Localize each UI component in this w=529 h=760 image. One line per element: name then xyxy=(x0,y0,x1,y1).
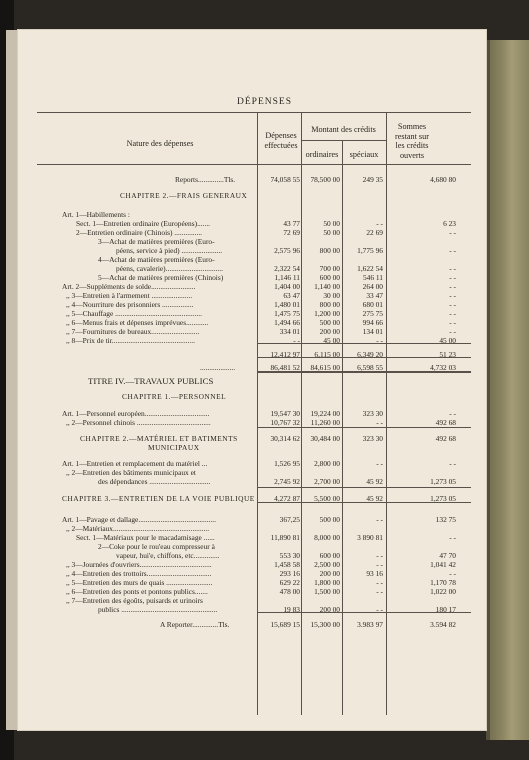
row-value: 1,500 00 xyxy=(314,587,340,596)
row-value: 4,732 03 xyxy=(430,363,456,372)
row-value: - - xyxy=(376,587,383,596)
row-value: - - xyxy=(376,560,383,569)
row-value: 629 22 xyxy=(279,578,300,587)
row-value: - - xyxy=(376,551,383,560)
row-value: 1,458 58 xyxy=(274,560,300,569)
row-value: 2,322 54 xyxy=(274,264,300,273)
row-label: 3—Achat de matières premières (Euro- xyxy=(98,237,215,246)
row-label: 2—Entretien ordinaire (Chinois) ............... xyxy=(76,228,203,237)
column-header-ordinaires: ordinaires xyxy=(305,150,339,159)
row-label: CHAPITRE 1.—PERSONNEL xyxy=(122,392,227,401)
row-value: 1,273 05 xyxy=(430,494,456,503)
row-value: 72 69 xyxy=(283,228,300,237)
row-value: 553 30 xyxy=(279,551,300,560)
row-label: ,, 5—Entretien des murs de quais ......................... xyxy=(66,578,213,587)
row-value: 19,547 30 xyxy=(270,409,300,418)
row-value: 994 66 xyxy=(362,318,383,327)
row-value: - - xyxy=(376,459,383,468)
row-value: - - xyxy=(376,515,383,524)
row-value: 600 00 xyxy=(319,273,340,282)
table-row xyxy=(0,362,529,373)
row-value: 492 68 xyxy=(435,418,456,427)
row-label: ,, 7—Entretien des égoûts, puisards et urinoirs xyxy=(66,596,203,605)
row-value: 6,598 55 xyxy=(357,363,383,372)
row-value: 15,689 15 xyxy=(270,620,300,629)
row-value: 2,745 92 xyxy=(274,477,300,486)
row-label: 2—Coke pour le rou'eau compresseur à xyxy=(98,542,215,551)
row-value: - - xyxy=(293,336,300,345)
row-label: TITRE IV.—TRAVAUX PUBLICS xyxy=(88,376,214,386)
row-value: - - xyxy=(449,273,456,282)
row-value: - - xyxy=(449,291,456,300)
row-label: Art. 1—Entretien et remplacement du matériel ... xyxy=(62,459,208,468)
row-value: 132 75 xyxy=(435,515,456,524)
row-label: 5—Achat de matières premières (Chinois) xyxy=(98,273,224,282)
row-value: 134 01 xyxy=(362,327,383,336)
row-value: 367,25 xyxy=(279,515,300,524)
row-value: 12,412 97 xyxy=(270,350,300,359)
row-value: 500 00 xyxy=(319,515,340,524)
row-value: 30,484 00 xyxy=(310,434,340,443)
row-value: 45 92 xyxy=(366,494,383,503)
table-row xyxy=(0,190,529,201)
row-value: 249 35 xyxy=(362,175,383,184)
row-value: - - xyxy=(449,300,456,309)
row-value: 47 70 xyxy=(439,551,456,560)
book-cover-edge xyxy=(486,40,529,740)
row-label: ,, 2—Entretien des bâtiments municipaux et xyxy=(66,468,196,477)
row-value: 2,800 00 xyxy=(314,459,340,468)
row-label: ,, 2—Matériaux.................................................... xyxy=(66,524,210,533)
row-label: ,, 3—Journées d'ouvriers....................................... xyxy=(66,560,212,569)
row-value: - - xyxy=(449,409,456,418)
row-label: Sect. 1—Entretien ordinaire (Européens)....... xyxy=(76,219,211,228)
row-label: CHAPITRE 2.—MATÉRIEL ET BATIMENTS xyxy=(80,434,238,443)
row-label: Art. 1—Pavage et dallage.......................................... xyxy=(62,515,216,524)
row-value: 1,273 05 xyxy=(430,477,456,486)
row-value: 800 00 xyxy=(319,300,340,309)
table-row xyxy=(0,376,529,387)
row-value: - - xyxy=(449,459,456,468)
table-row xyxy=(0,476,529,487)
row-value: 45 92 xyxy=(366,477,383,486)
subtotal-rule xyxy=(257,487,471,488)
row-value: 86,481 52 xyxy=(270,363,300,372)
table-row xyxy=(0,349,529,360)
row-value: 1,140 00 xyxy=(314,282,340,291)
row-value: 1,475 75 xyxy=(274,309,300,318)
header-rule xyxy=(37,112,471,113)
column-header-montant: Montant des crédits xyxy=(311,125,376,134)
row-label: ,, 6—Entretien des ponts et pontons publics....... xyxy=(66,587,208,596)
row-label: Sect. 1—Matériaux pour le macadamisage ...... xyxy=(76,533,215,542)
row-value: 500 00 xyxy=(319,318,340,327)
row-label: CHAPITRE 3.—ENTRETIEN DE LA VOIE PUBLIQUE xyxy=(62,494,255,503)
row-value: 1,170 78 xyxy=(430,578,456,587)
row-value: 63 47 xyxy=(283,291,300,300)
row-value: 1,775 96 xyxy=(357,246,383,255)
row-value: - - xyxy=(449,533,456,542)
row-value: - - xyxy=(376,219,383,228)
row-value: 3.983 97 xyxy=(357,620,383,629)
table-row xyxy=(0,335,529,346)
row-value: 50 00 xyxy=(323,228,340,237)
row-value: 680 01 xyxy=(362,300,383,309)
row-value: - - xyxy=(376,578,383,587)
column-header-speciaux: spéciaux xyxy=(349,150,379,159)
row-value: 1,800 00 xyxy=(314,578,340,587)
row-value: - - xyxy=(449,327,456,336)
table-row xyxy=(0,417,529,428)
row-value: 4,680 80 xyxy=(430,175,456,184)
row-value: 33 47 xyxy=(366,291,383,300)
row-label: péens, service à pied) ...................... xyxy=(116,246,223,255)
row-label: ,, 5—Chauffage ............................................... xyxy=(66,309,202,318)
row-value: 1,622 54 xyxy=(357,264,383,273)
row-value: - - xyxy=(449,569,456,578)
row-value: 51 23 xyxy=(439,350,456,359)
row-label: ,, 3—Entretien à l'armement ...................... xyxy=(66,291,193,300)
table-row xyxy=(0,604,529,615)
table-row xyxy=(0,442,529,453)
row-value: - - xyxy=(449,228,456,237)
header-bottom-rule xyxy=(37,164,471,165)
row-value: 1,404 00 xyxy=(274,282,300,291)
row-value: 200 00 xyxy=(319,569,340,578)
row-label: A Reporter..............Tls. xyxy=(160,620,230,629)
row-value: 700 00 xyxy=(319,264,340,273)
row-value: 30 00 xyxy=(323,291,340,300)
row-value: 2,575 96 xyxy=(274,246,300,255)
row-value: - - xyxy=(376,605,383,614)
row-value: 1,494 66 xyxy=(274,318,300,327)
row-value: 11,260 00 xyxy=(310,418,340,427)
row-value: - - xyxy=(449,282,456,291)
row-value: 334 01 xyxy=(279,327,300,336)
row-value: 323 30 xyxy=(362,409,383,418)
row-value: - - xyxy=(449,309,456,318)
row-label: 4—Achat de matières premières (Euro- xyxy=(98,255,215,264)
row-value: 50 00 xyxy=(323,219,340,228)
row-value: 6 23 xyxy=(443,219,456,228)
row-value: 3 890 81 xyxy=(357,533,383,542)
row-label: ,, 6—Menus frais et dépenses imprévues............ xyxy=(66,318,209,327)
table-row xyxy=(0,493,529,504)
row-label: ,, 7—Fournitures de bureaux.......................... xyxy=(66,327,200,336)
row-label: Art. 2—Suppléments de solde........................ xyxy=(62,282,196,291)
row-value: 74,058 55 xyxy=(270,175,300,184)
row-label: ................... xyxy=(200,363,236,372)
table-row xyxy=(0,174,529,185)
row-value: 6,115 00 xyxy=(314,350,340,359)
row-label: ,, 8—Prix de tir............................................. xyxy=(66,336,195,345)
table-row xyxy=(0,391,529,402)
row-value: 3.594 82 xyxy=(430,620,456,629)
row-value: 264 00 xyxy=(362,282,383,291)
row-value: - - xyxy=(449,246,456,255)
row-value: 800 00 xyxy=(319,246,340,255)
row-label: péens, cavalerie)............................... xyxy=(116,264,223,273)
montant-subrule xyxy=(301,140,386,141)
row-label: ,, 4—Nourriture des prisonniers ................. xyxy=(66,300,194,309)
row-value: 22 69 xyxy=(366,228,383,237)
row-value: 8,000 00 xyxy=(314,533,340,542)
row-value: 293 16 xyxy=(279,569,300,578)
row-label: vapeur, hui'e, chiffons, etc.............. xyxy=(116,551,220,560)
row-value: 275 75 xyxy=(362,309,383,318)
row-label: Reports..............Tls. xyxy=(175,175,236,184)
row-value: 492 68 xyxy=(435,434,456,443)
row-value: 1,480 01 xyxy=(274,300,300,309)
row-value: 11,890 81 xyxy=(270,533,300,542)
row-value: 1,526 95 xyxy=(274,459,300,468)
row-label: ,, 4—Entretien des trottoirs................................... xyxy=(66,569,212,578)
row-value: 6,349 20 xyxy=(357,350,383,359)
row-value: 84,615 00 xyxy=(310,363,340,372)
row-value: 2,700 00 xyxy=(314,477,340,486)
column-header-nature: Nature des dépenses xyxy=(126,139,194,148)
row-label: MUNICIPAUX xyxy=(148,443,200,452)
row-value: - - xyxy=(449,318,456,327)
row-value: 1,022 00 xyxy=(430,587,456,596)
row-value: 546 11 xyxy=(362,273,383,282)
row-value: 600 00 xyxy=(319,551,340,560)
row-label: ,, 2—Personnel chinois ........................................ xyxy=(66,418,211,427)
row-value: - - xyxy=(376,336,383,345)
row-value: 2,500 00 xyxy=(314,560,340,569)
row-value: 93 16 xyxy=(366,569,383,578)
row-value: - - xyxy=(449,264,456,273)
column-header-effectuees: Dépenses effectuées xyxy=(264,131,298,150)
row-value: 4,272 87 xyxy=(274,494,300,503)
row-value: 45 00 xyxy=(439,336,456,345)
row-value: 1,146 11 xyxy=(274,273,300,282)
row-value: 10,767 32 xyxy=(270,418,300,427)
page-header: DÉPENSES xyxy=(237,97,292,107)
row-label: Art. 1—Personnel européen................................... xyxy=(62,409,210,418)
row-value: 478 00 xyxy=(279,587,300,596)
row-value: 1,200 00 xyxy=(314,309,340,318)
table-row xyxy=(0,619,529,630)
row-value: 15,300 00 xyxy=(310,620,340,629)
row-label: CHAPITRE 2.—FRAIS GENERAUX xyxy=(120,191,248,200)
row-value: 30,314 62 xyxy=(270,434,300,443)
row-value: 45 00 xyxy=(323,336,340,345)
row-label: Art. 1—Habillements : xyxy=(62,210,130,219)
row-value: 200 00 xyxy=(319,605,340,614)
row-value: 19,224 00 xyxy=(310,409,340,418)
row-value: 5,500 00 xyxy=(314,494,340,503)
row-value: - - xyxy=(376,418,383,427)
column-header-sommes: Sommes restant sur les crédits ouverts xyxy=(395,122,429,160)
row-label: des dépendances ................................. xyxy=(98,477,211,486)
row-value: 323 30 xyxy=(362,434,383,443)
row-value: 19 83 xyxy=(283,605,300,614)
row-value: 1,041 42 xyxy=(430,560,456,569)
row-value: 78,500 00 xyxy=(310,175,340,184)
row-value: 200 00 xyxy=(319,327,340,336)
row-value: 180 17 xyxy=(435,605,456,614)
row-value: 43 77 xyxy=(283,219,300,228)
row-label: publics .................................................... xyxy=(98,605,218,614)
